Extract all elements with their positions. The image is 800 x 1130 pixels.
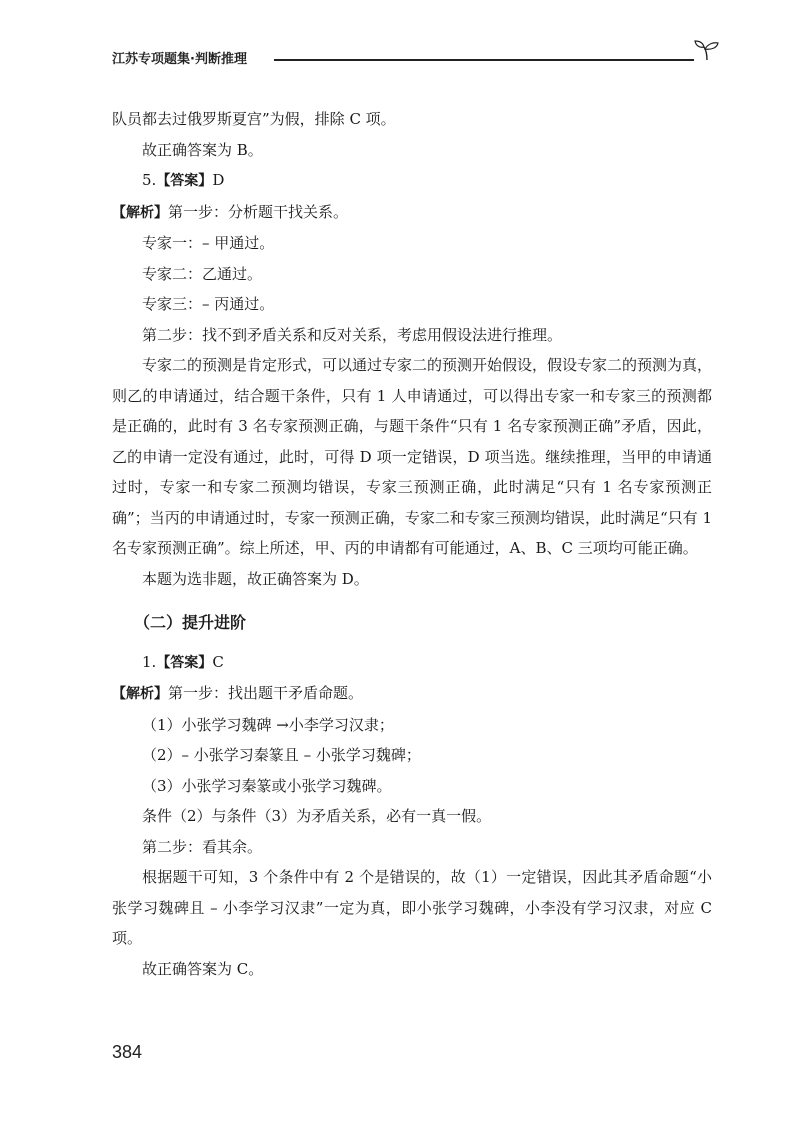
paragraph: 故正确答案为 B。 <box>142 140 263 159</box>
answer-tag: 【答案】 <box>156 654 213 671</box>
sprout-icon <box>692 38 722 62</box>
header-title: 江苏专项题集·判断推理 <box>112 52 247 67</box>
answer-line-q5 <box>112 165 712 197</box>
section-heading: （二）提升进阶 <box>134 613 247 632</box>
analysis-text: 第一步：找出题干矛盾命题。 <box>168 684 364 702</box>
page-number: 384 <box>112 1042 143 1062</box>
answer-tag: 【答案】 <box>156 173 213 189</box>
analysis-text: 第一步：分析题干找关系。 <box>168 202 349 221</box>
paragraph: 第二步：看其余。 <box>142 837 263 856</box>
paragraph: 专家一：– 甲通过。 <box>142 234 275 252</box>
analysis-tag: 【解析】 <box>112 204 168 221</box>
condition-3: （3）小张学习秦篆或小张学习魏碑。 <box>142 776 392 795</box>
analysis-line-q5 <box>112 197 712 229</box>
condition-2: （2）– 小张学习秦篆且 – 小张学习魏碑； <box>142 746 421 764</box>
paragraph: 故正确答案为 C。 <box>142 959 264 978</box>
paragraph: 本题为选非题，故正确答案为 D。 <box>142 569 369 588</box>
paragraph: 队员都去过俄罗斯夏宫”为假，排除 C 项。 <box>112 110 396 128</box>
paragraph: 根据题干可知，3 个条件中有 2 个是错误的，故（1）一定错误，因此其矛盾命题“小张学习魏碑且 – 小李学习汉隶”一定为真，即小张学习魏碑，小李没有学习汉隶，对应 C 项。 <box>112 868 712 947</box>
paragraph: 第二步：找不到矛盾关系和反对关系，考虑用假设法进行推理。 <box>142 325 563 344</box>
analysis-line-q1 <box>112 678 712 710</box>
paragraph: 专家二：乙通过。 <box>142 264 263 283</box>
condition-1: （1）小张学习魏碑 →小李学习汉隶； <box>142 715 394 734</box>
question-number: 5. <box>142 171 157 189</box>
paragraph: 专家三：– 丙通过。 <box>142 295 275 313</box>
paragraph: 条件（2）与条件（3）为矛盾关系，必有一真一假。 <box>142 807 492 825</box>
answer-line-q1 <box>112 647 712 679</box>
page-body <box>112 104 712 984</box>
header-rule <box>274 59 694 61</box>
question-number: 1. <box>142 652 157 671</box>
paragraph: 专家二的预测是肯定形式，可以通过专家二的预测开始假设，假设专家二的预测为真，则乙的申请通过，结合题干条件，只有 1 人申请通过，可以得出专家一和专家三的预测都是正确的，此时有 3 名专家预测正确，与题干条件“只有 1 名专家预测正确”矛盾，因此，乙的申请一定没有通过，此时，可得 D 项一定错误，D 项当选。继续推理，当甲的申请通过时，专家一和专家二预测均错误，专家三预测正确，此时满足“只有 1 名专家预测正确”；当丙的申请通过时，专家一预测正确，专家二和专家三预测均错误，此时满足“只有 1 名专家预测正确”。综上所述，甲、丙的申请都有可能通过，A、B、C 三项均可能正确。 <box>112 356 713 557</box>
answer-value: C <box>212 652 224 671</box>
running-header <box>112 44 720 74</box>
analysis-tag: 【解析】 <box>112 686 168 702</box>
answer-value: D <box>212 171 225 189</box>
